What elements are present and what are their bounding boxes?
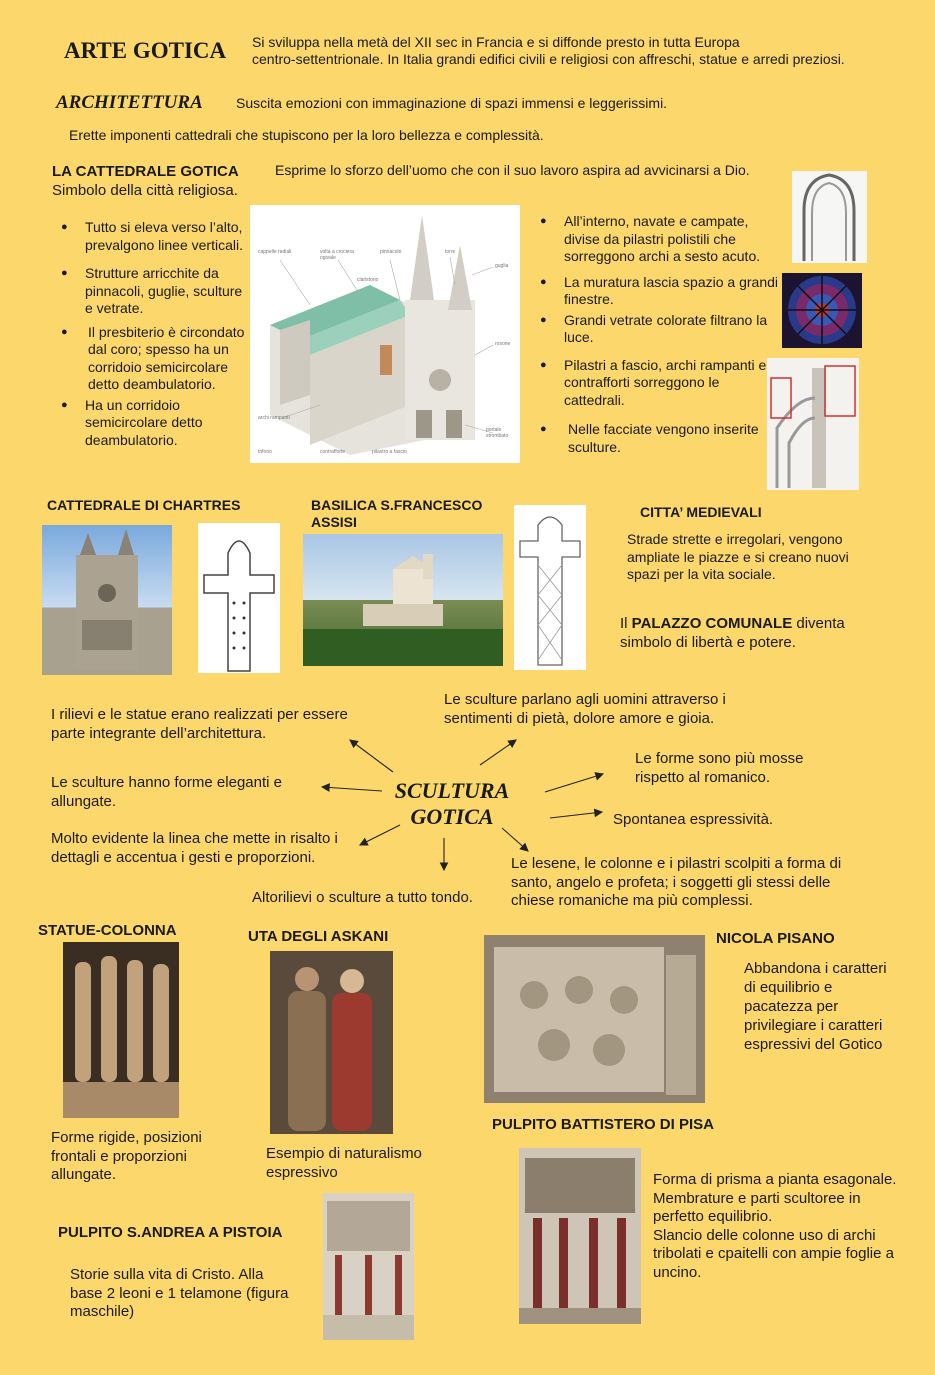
statue-colonna-title: STATUE-COLONNA xyxy=(38,922,177,939)
cattedrale-title: LA CATTEDRALE GOTICA xyxy=(52,163,239,180)
diagram-label: archi rampanti xyxy=(258,415,290,421)
pulpito-pisa-title: PULPITO BATTISTERO DI PISA xyxy=(492,1116,714,1133)
list-item: ● Grandi vetrate colorate filtrano la luce. xyxy=(534,312,779,347)
uta-text: Esempio di naturalismo espressivo xyxy=(266,1145,422,1181)
scultura-item: Le lesene, le colonne e i pilastri scolpiti a forma di santo, angelo e profeta; i soggetti gli stessi delle chiese romaniche ma più complessi. xyxy=(511,855,842,909)
architettura-subtitle: Suscita emozioni con immaginazione di spazi immensi e leggerissimi. xyxy=(236,95,668,111)
scultura-item: I rilievi e le statue erano realizzati per essere parte integrante dell’architettura. xyxy=(51,706,348,742)
page-title: ARTE GOTICA xyxy=(64,38,227,63)
pulpito-pisa-line-3: Slancio delle colonne uso di archi tribolati e cpaitelli con ampie foglie a uncino. xyxy=(653,1226,894,1281)
list-item: ● Strutture arricchite da pinnacoli, guglie, sculture e vetrate. xyxy=(55,265,250,318)
chartres-title: CATTEDRALE DI CHARTRES xyxy=(47,497,241,513)
pulpito-pistoia-text: Storie sulla vita di Cristo. Alla base 2 leoni e 1 telamone (figura maschile) xyxy=(70,1266,289,1320)
intro-line-1: Si sviluppa nella metà del XII sec in Francia e si diffonde presto in tutta Europa xyxy=(252,34,740,50)
nicola-pisano-title: NICOLA PISANO xyxy=(716,930,835,947)
list-item: ● Tutto si eleva verso l’alto, prevalgono linee verticali. xyxy=(55,219,250,254)
uta-photo xyxy=(270,951,393,1134)
scultura-item: Le sculture hanno forme eleganti e allungate. xyxy=(51,774,282,810)
nicola-pisano-text: Abbandona i caratteri di equilibrio e pacatezza per privilegiare i caratteri espressivi del Gotico xyxy=(744,960,887,1053)
list-item: ● Pilastri a fascio, archi rampanti e contrafforti sorreggono le cattedrali. xyxy=(534,357,779,410)
diagram-label: triforio xyxy=(258,449,272,455)
statue-colonna-photo xyxy=(63,942,179,1118)
list-item: ● Ha un corridoio semicircolare detto deambulatorio. xyxy=(55,397,250,450)
cattedrale-subtitle: Simbolo della città religiosa. xyxy=(52,182,238,199)
citta-title: CITTA’ MEDIEVALI xyxy=(640,504,762,520)
intro-line-2: centro-settentrionale. In Italia grandi edifici civili e religiosi con affreschi, statue e arredi preziosi. xyxy=(252,51,845,67)
scultura-item: Spontanea espressività. xyxy=(613,811,774,828)
assisi-title-line-1: BASILICA S.FRANCESCO xyxy=(311,497,483,513)
diagram-label: pilastro a fascio xyxy=(372,449,407,455)
pulpito-pisa-text xyxy=(653,1171,898,1282)
diagram-label: rosone xyxy=(495,341,511,347)
diagram-label: contrafforte xyxy=(320,449,346,455)
diagram-label: cappelle radiali xyxy=(258,249,292,255)
cattedrale-quote: Esprime lo sforzo dell’uomo che con il suo lavoro aspira ad avvicinarsi a Dio. xyxy=(275,162,750,178)
diagram-label: torre xyxy=(445,249,456,255)
list-item: ● All’interno, navate e campate, divise da pilastri polistili che sorreggono archi a sesto acuto. xyxy=(534,213,779,266)
assisi-title-line-2: ASSISI xyxy=(311,514,357,530)
scultura-item: Molto evidente la linea che mette in risalto i dettagli e accentua i gesti e proporzioni. xyxy=(51,830,338,866)
pulpito-pisa-line-2: Membrature e parti scultoree in perfetto equilibrio. xyxy=(653,1189,861,1225)
pulpito-pistoia-title: PULPITO S.ANDREA A PISTOIA xyxy=(58,1224,283,1241)
nicola-pisano-relief-photo xyxy=(484,935,705,1103)
list-item: ● La muratura lascia spazio a grandi finestre. xyxy=(534,274,779,309)
diagram-label: volta a crociera ogivale xyxy=(320,249,354,261)
palazzo-post: diventa simbolo di libertà e potere. xyxy=(620,615,845,651)
statue-colonna-text: Forme rigide, posizioni frontali e proporzioni allungate. xyxy=(51,1129,202,1183)
pulpito-pistoia-photo xyxy=(323,1193,414,1340)
palazzo-pre: Il xyxy=(620,615,632,632)
scultura-line-2: GOTICA xyxy=(410,804,494,829)
list-item: ● Il presbiterio è circondato dal coro; spesso ha un corridoio semicircolare detto deambulatorio. xyxy=(55,324,250,394)
architettura-title: ARCHITETTURA xyxy=(56,92,203,113)
diagram-label: portale strombato xyxy=(486,427,509,439)
scultura-item: Le sculture parlano agli uomini attraverso i sentimenti di pietà, dolore amore e gioia. xyxy=(444,691,726,727)
scultura-line-1: SCULTURA xyxy=(394,778,510,803)
pulpito-pisa-photo xyxy=(519,1148,641,1324)
diagram-label: pinnacolo xyxy=(380,249,402,255)
list-item: ● Nelle facciate vengono inserite sculture. xyxy=(534,421,779,456)
citta-text: Strade strette e irregolari, vengono ampliate le piazze e si creano nuovi spazi per la vita sociale. xyxy=(627,531,849,582)
pulpito-pisa-line-1: Forma di prisma a pianta esagonale. xyxy=(653,1171,897,1188)
architettura-line: Erette imponenti cattedrali che stupiscono per la loro bellezza e complessità. xyxy=(69,127,544,143)
scultura-item: Altorilievi o sculture a tutto tondo. xyxy=(252,889,473,906)
palazzo-bold: PALAZZO COMUNALE xyxy=(631,615,793,632)
diagram-label: claristorio xyxy=(357,277,379,283)
diagram-label: guglia xyxy=(495,263,509,269)
scultura-item: Le forme sono più mosse rispetto al romanico. xyxy=(635,750,804,786)
uta-title: UTA DEGLI ASKANI xyxy=(248,928,389,945)
